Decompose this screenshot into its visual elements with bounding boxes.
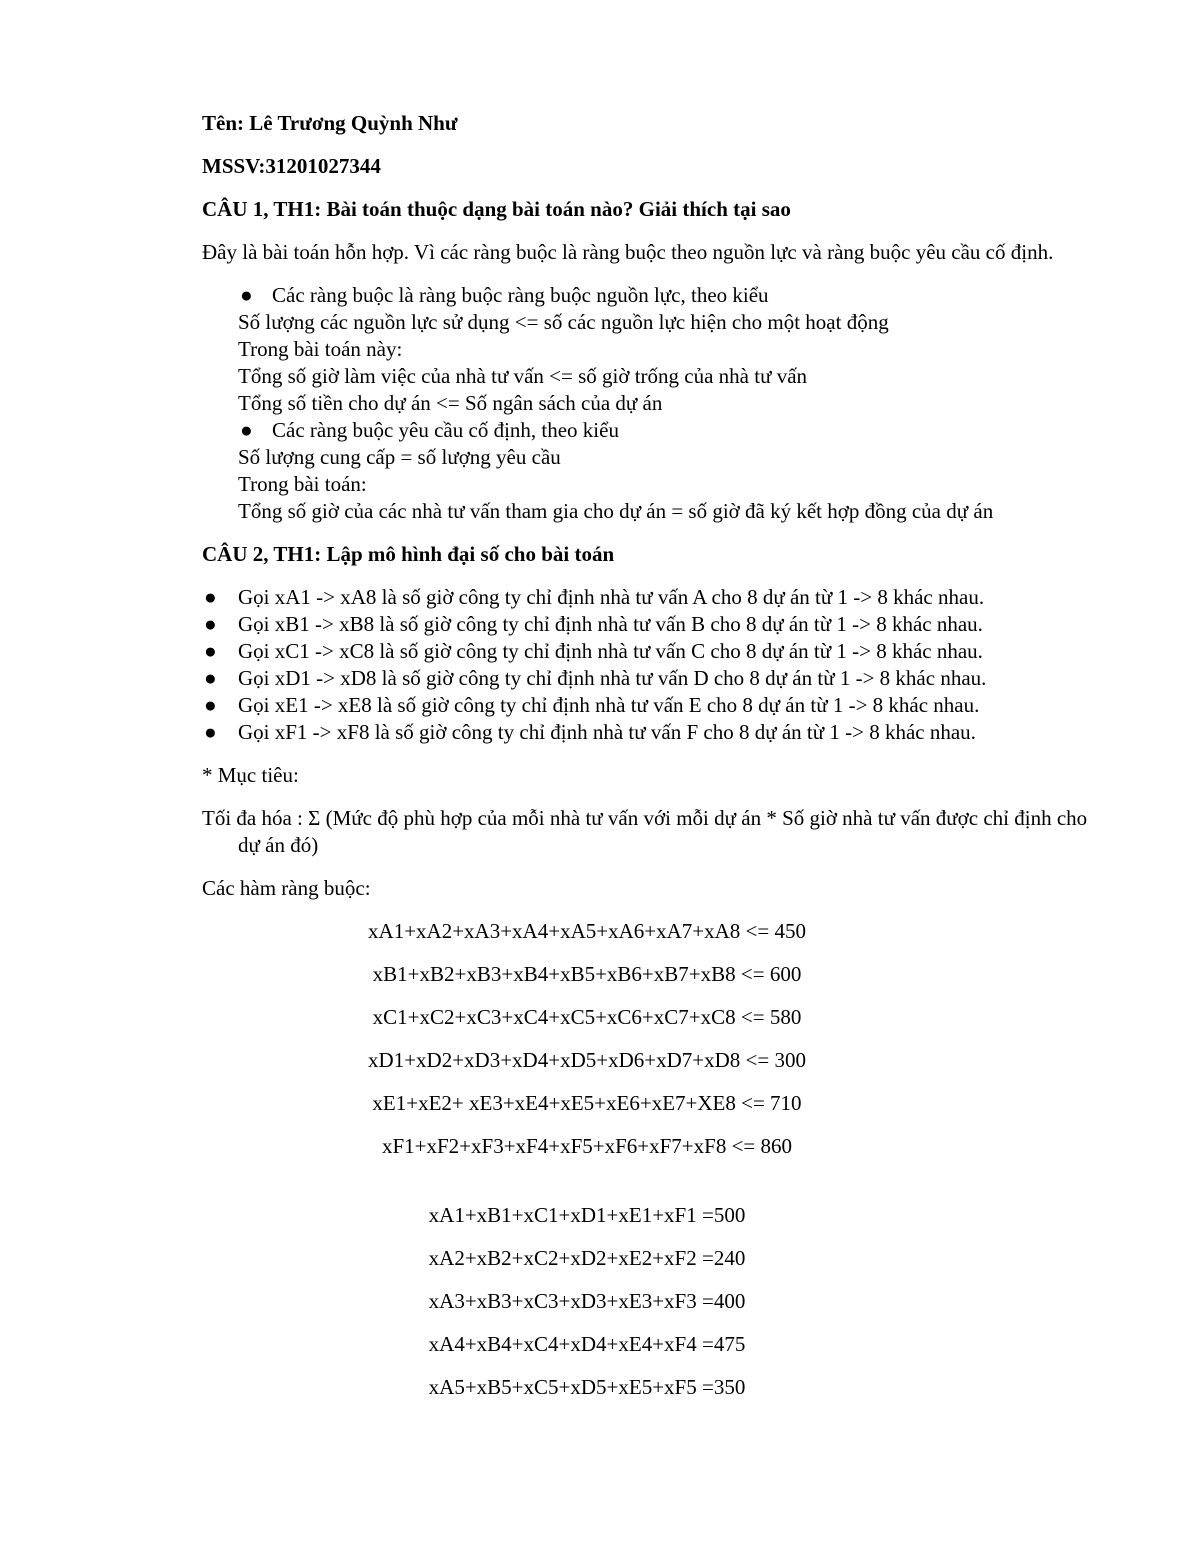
constraint-equation: xA4+xB4+xC4+xD4+xE4+xF4 =475 bbox=[428, 1332, 746, 1356]
bullet-icon: ● bbox=[204, 585, 217, 609]
bullet-icon: ● bbox=[204, 666, 217, 690]
text-line: Tổng số tiền cho dự án <= Số ngân sách của dự án bbox=[238, 391, 663, 415]
demand-constraints bbox=[72, 1202, 1102, 1401]
text-line: Tổng số giờ của các nhà tư vấn tham gia cho dự án = số giờ đã ký kết hợp đồng của dự án bbox=[238, 499, 994, 523]
list-item: ● Gọi xA1 -> xA8 là số giờ công ty chỉ định nhà tư vấn A cho 8 dự án từ 1 -> 8 khác nhau. bbox=[204, 585, 985, 609]
variable-list bbox=[202, 584, 1102, 746]
student-id: MSSV:31201027344 bbox=[202, 154, 381, 178]
text-line: Trong bài toán: bbox=[238, 472, 367, 496]
resource-constraints bbox=[72, 918, 1102, 1160]
constraint-equation: xE1+xE2+ xE3+xE4+xE5+xE6+xE7+XE8 <= 710 bbox=[372, 1091, 802, 1115]
bullet-icon: ● bbox=[204, 693, 217, 717]
constraint-equation: xA2+xB2+xC2+xD2+xE2+xF2 =240 bbox=[428, 1246, 746, 1270]
constraint-equation: xA1+xA2+xA3+xA4+xA5+xA6+xA7+xA8 <= 450 bbox=[368, 919, 806, 943]
constraints-label: Các hàm ràng buộc: bbox=[202, 876, 371, 900]
objective-function: Tối đa hóa : Σ (Mức độ phù hợp của mỗi nhà tư vấn với mỗi dự án * Số giờ nhà tư vấn được chỉ định cho dự án đó) bbox=[202, 806, 1088, 857]
bullet-icon: ● bbox=[204, 639, 217, 663]
document-body bbox=[202, 110, 1102, 1417]
question-1-intro: Đây là bài toán hỗn hợp. Vì các ràng buộc là ràng buộc theo nguồn lực và ràng buộc yêu cầu cố định. bbox=[202, 240, 1054, 264]
constraint-equation: xB1+xB2+xB3+xB4+xB5+xB6+xB7+xB8 <= 600 bbox=[372, 962, 802, 986]
constraint-equation: xA3+xB3+xC3+xD3+xE3+xF3 =400 bbox=[428, 1289, 746, 1313]
bullet-icon: ● bbox=[204, 612, 217, 636]
list-item: ● Các ràng buộc là ràng buộc ràng buộc nguồn lực, theo kiểu bbox=[240, 283, 769, 307]
objective-label: * Mục tiêu: bbox=[202, 763, 299, 787]
text-line: Số lượng cung cấp = số lượng yêu cầu bbox=[238, 445, 561, 469]
text-line: Số lượng các nguồn lực sử dụng <= số các nguồn lực hiện cho một hoạt động bbox=[238, 310, 889, 334]
constraint-equation: xC1+xC2+xC3+xC4+xC5+xC6+xC7+xC8 <= 580 bbox=[372, 1005, 802, 1029]
constraint-equation: xF1+xF2+xF3+xF4+xF5+xF6+xF7+xF8 <= 860 bbox=[381, 1134, 793, 1158]
constraint-equation: xA5+xB5+xC5+xD5+xE5+xF5 =350 bbox=[428, 1375, 746, 1399]
list-item: ● Gọi xC1 -> xC8 là số giờ công ty chỉ định nhà tư vấn C cho 8 dự án từ 1 -> 8 khác nhau. bbox=[204, 639, 983, 663]
constraint-equation: xD1+xD2+xD3+xD4+xD5+xD6+xD7+xD8 <= 300 bbox=[368, 1048, 806, 1072]
student-name: Tên: Lê Trương Quỳnh Như bbox=[202, 111, 458, 135]
text-line: Trong bài toán này: bbox=[238, 337, 403, 361]
question-1-heading: CÂU 1, TH1: Bài toán thuộc dạng bài toán nào? Giải thích tại sao bbox=[202, 197, 791, 221]
list-item: ● Gọi xB1 -> xB8 là số giờ công ty chỉ định nhà tư vấn B cho 8 dự án từ 1 -> 8 khác nhau. bbox=[204, 612, 983, 636]
list-item: ● Gọi xD1 -> xD8 là số giờ công ty chỉ định nhà tư vấn D cho 8 dự án từ 1 -> 8 khác nhau. bbox=[204, 666, 987, 690]
constraint-equation: xA1+xB1+xC1+xD1+xE1+xF1 =500 bbox=[428, 1203, 746, 1227]
bullet-icon: ● bbox=[240, 283, 253, 307]
question-1-explanation bbox=[202, 282, 1102, 525]
text-line: Tổng số giờ làm việc của nhà tư vấn <= số giờ trống của nhà tư vấn bbox=[238, 364, 808, 388]
question-2-heading: CÂU 2, TH1: Lập mô hình đại số cho bài toán bbox=[202, 542, 615, 566]
list-item: ● Các ràng buộc yêu cầu cố định, theo kiểu bbox=[240, 418, 619, 442]
list-item: ● Gọi xF1 -> xF8 là số giờ công ty chỉ định nhà tư vấn F cho 8 dự án từ 1 -> 8 khác nhau. bbox=[204, 720, 976, 744]
bullet-icon: ● bbox=[240, 418, 253, 442]
bullet-icon: ● bbox=[204, 720, 217, 744]
list-item: ● Gọi xE1 -> xE8 là số giờ công ty chỉ định nhà tư vấn E cho 8 dự án từ 1 -> 8 khác nhau. bbox=[204, 693, 980, 717]
